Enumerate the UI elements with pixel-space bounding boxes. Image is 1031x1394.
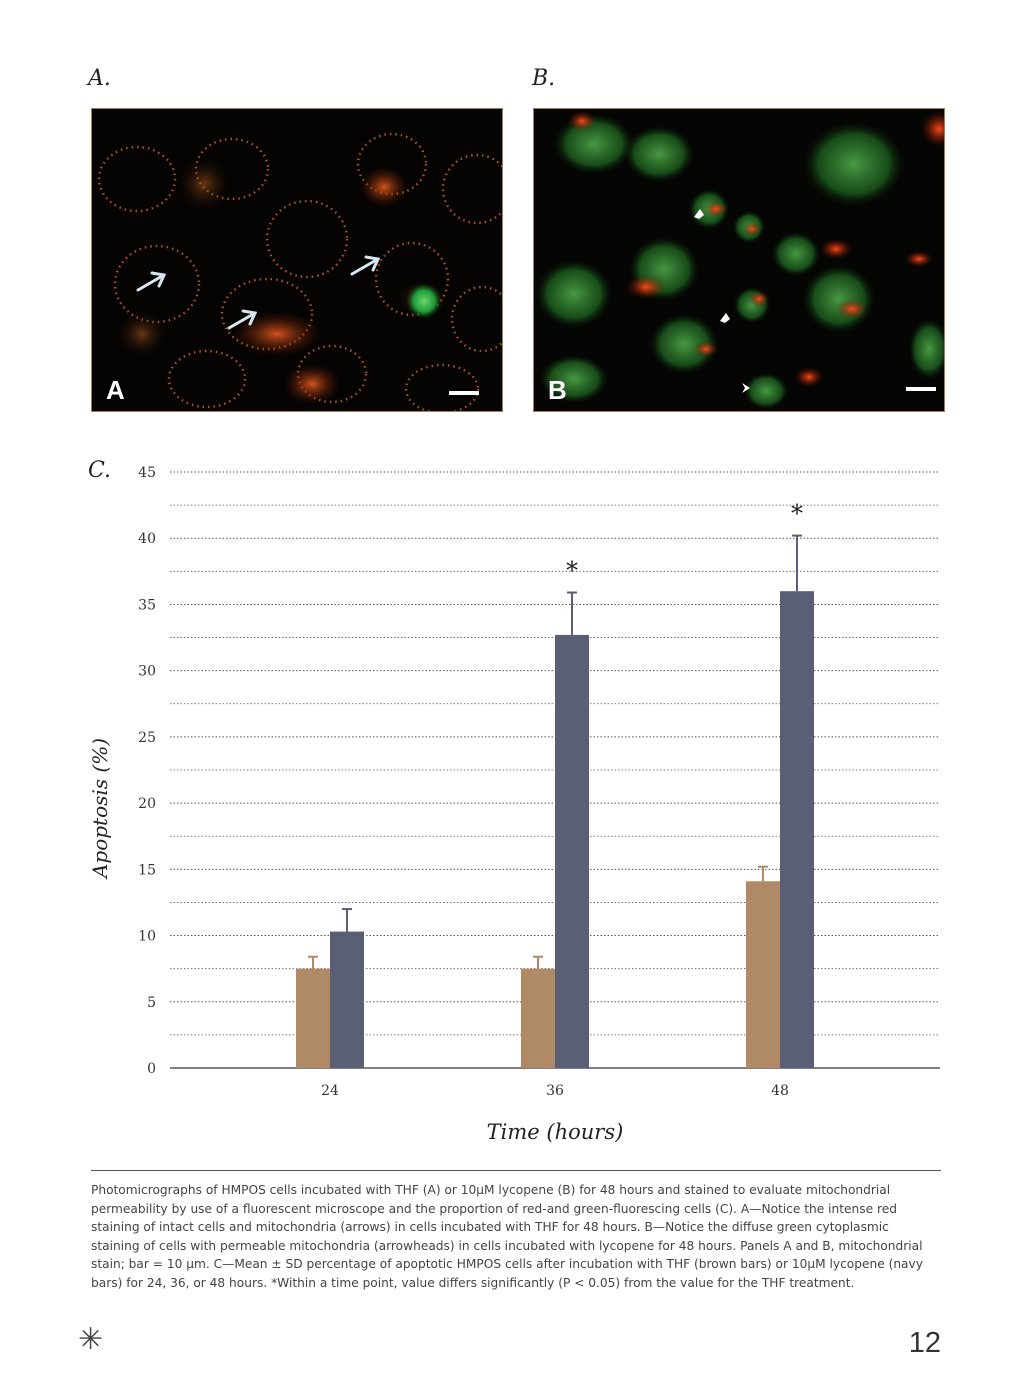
bar (746, 881, 780, 1068)
bar (296, 969, 330, 1068)
micrograph-b-image (534, 109, 944, 411)
panel-a-heading: A. (88, 66, 111, 91)
y-tick-label: 0 (147, 1061, 156, 1077)
micrograph-b-letter: B (548, 375, 567, 405)
y-tick-label: 45 (138, 465, 156, 481)
y-tick-label: 10 (138, 928, 156, 945)
bar (780, 591, 814, 1068)
y-tick-label: 40 (138, 531, 156, 548)
x-tick-label: 48 (771, 1083, 789, 1099)
panel-c-heading: C. (88, 458, 112, 483)
bar (555, 635, 589, 1068)
micrograph-a (91, 108, 503, 412)
y-tick-label: 5 (147, 994, 156, 1011)
y-tick-label: 30 (138, 663, 156, 680)
bar (330, 932, 364, 1068)
y-tick-label: 35 (138, 597, 156, 614)
y-tick-label: 20 (138, 796, 156, 813)
caption-divider (91, 1170, 941, 1171)
scale-bar-b (906, 387, 936, 391)
y-tick-label: 25 (138, 729, 156, 746)
bar (521, 969, 555, 1068)
micrograph-a-image (92, 109, 502, 411)
y-tick-label: 15 (138, 862, 156, 879)
micrograph-b (533, 108, 945, 412)
apoptosis-chart (0, 440, 1031, 1160)
significance-marker: * (566, 556, 578, 585)
y-axis-title: Apoptosis (%) (88, 737, 112, 879)
x-tick-label: 36 (546, 1083, 564, 1099)
page-number: 12 (908, 1327, 941, 1359)
scale-bar-a (449, 391, 479, 395)
x-axis-title: Time (hours) (486, 1120, 624, 1144)
x-tick-label: 24 (321, 1083, 339, 1099)
micrograph-a-letter: A (106, 375, 125, 405)
asterisk-ornament-icon: ✳ (78, 1322, 104, 1357)
apoptosis-chart-svg (0, 440, 1031, 1160)
figure-caption: Photomicrographs of HMPOS cells incubated with THF (A) or 10µM lycopene (B) for 48 hours and stained to evaluate mitochondrial permeability by use of a fluorescent microscope and the proportion of red-and green-fluorescing cells (C). A—Notice the intense red staining of intact cells and mitochondria (arrows) in cells incubated with THF for 48 hours. B—Notice the diffuse green cytoplasmic staining of cells with permeable mitochondria (arrowheads) in cells incubated with lycopene for 48 hours. Panels A and B, mitochondrial stain; bar = 10 µm. C—Mean ± SD percentage of apoptotic HMPOS cells after incubation with THF (brown bars) or 10µM lycopene (navy bars) for 24, 36, or 48 hours. *Within a time point, value differs significantly (P < 0.05) from the value for the THF treatment. (91, 1183, 923, 1290)
panel-b-heading: B. (532, 66, 556, 91)
significance-marker: * (791, 499, 803, 528)
